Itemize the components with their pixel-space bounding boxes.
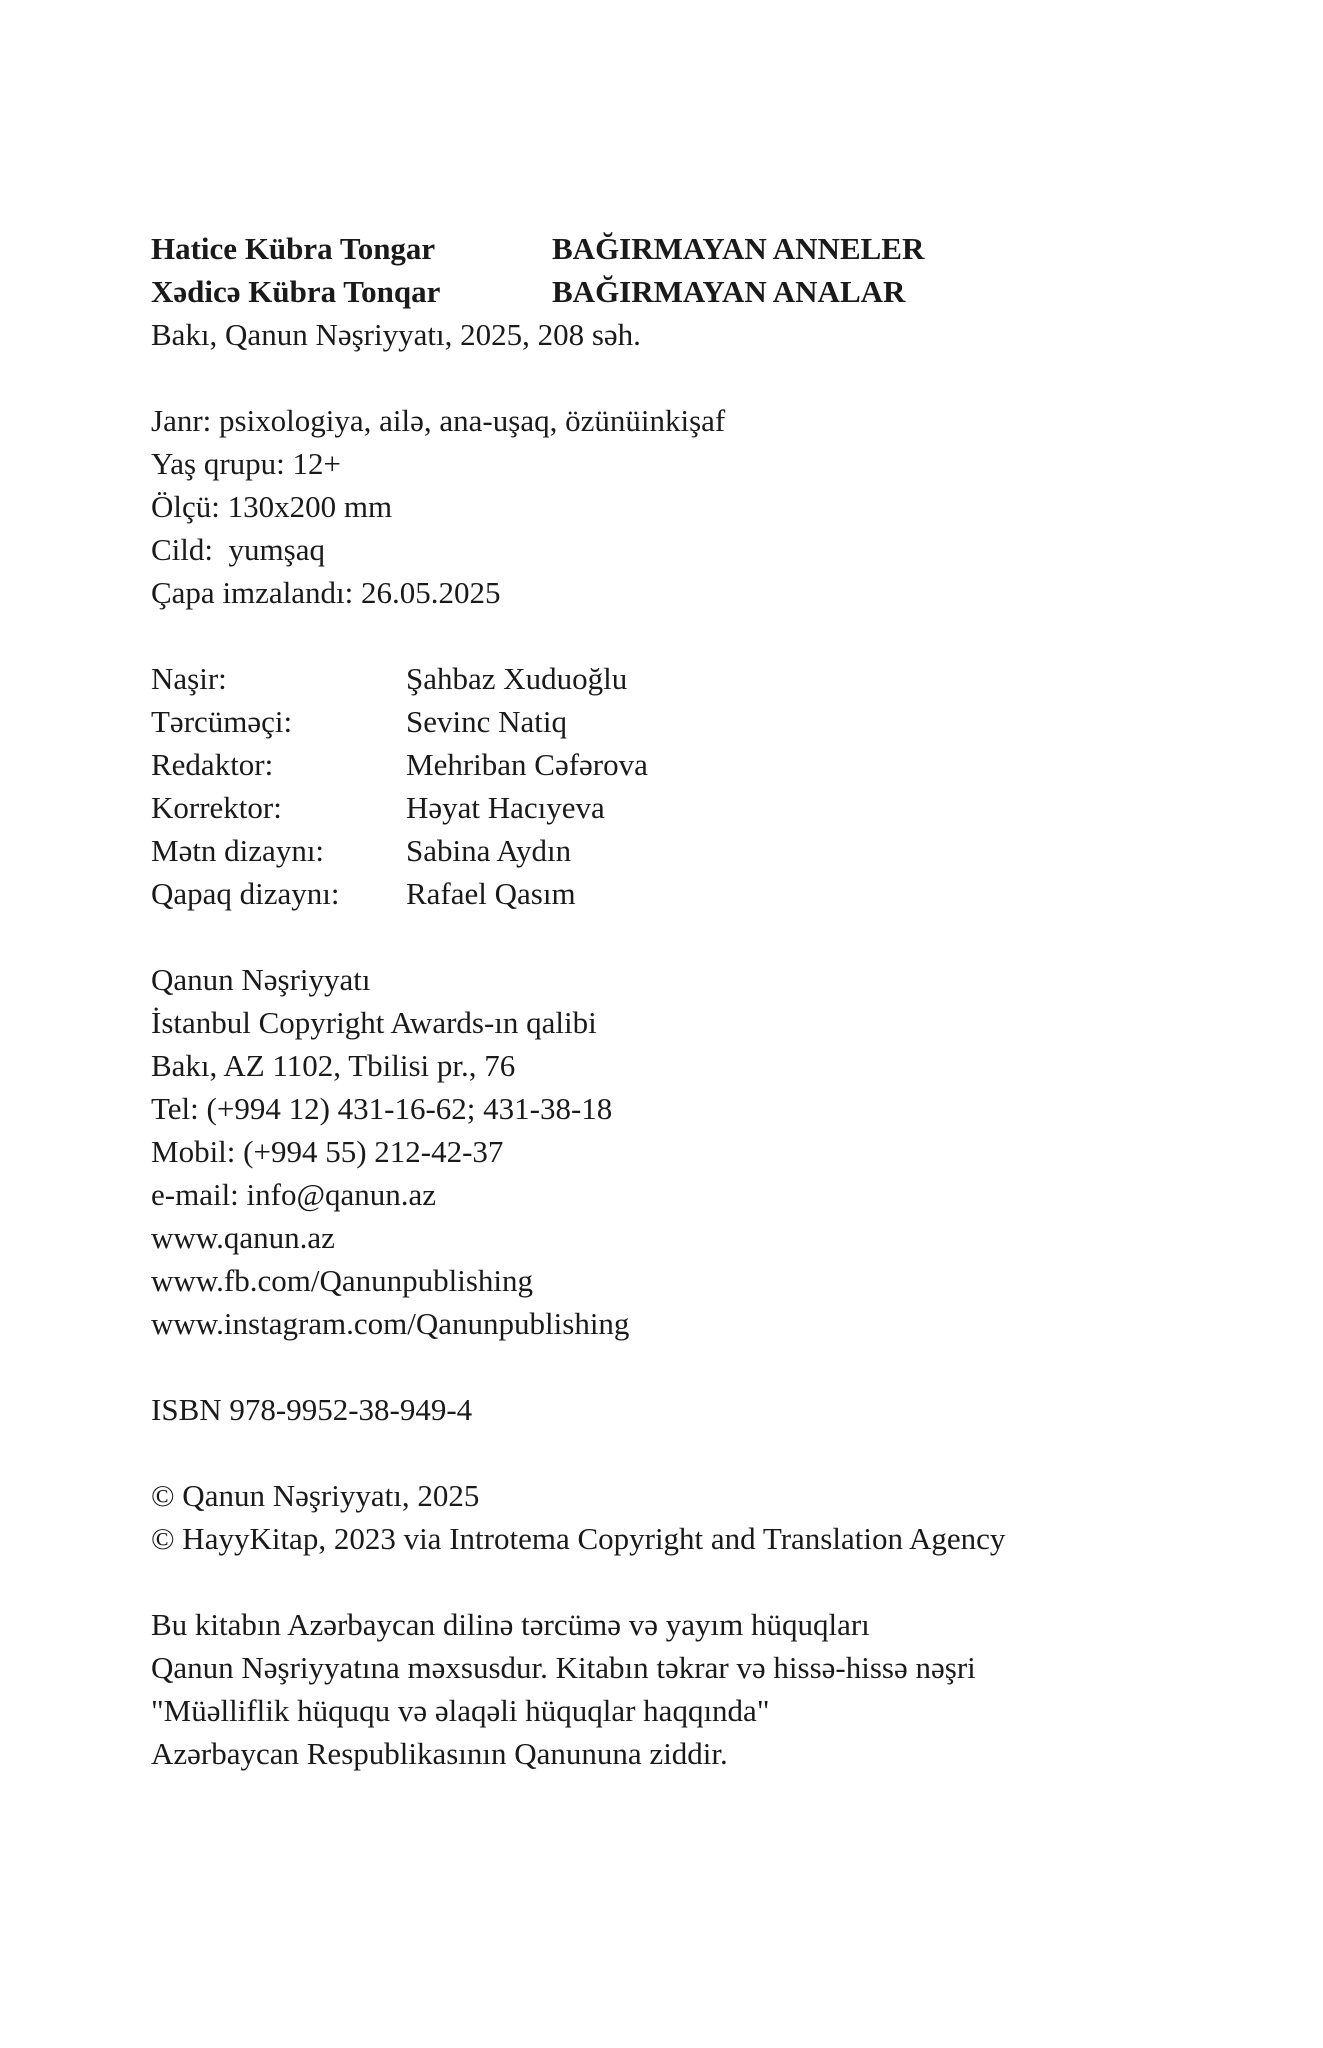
credits-list xyxy=(151,657,1251,915)
publisher-instagram: www.instagram.com/Qanunpublishing xyxy=(151,1306,630,1341)
copyright-notices xyxy=(151,1474,1251,1560)
credit-label: Korrektor: xyxy=(151,790,282,825)
rights-line: Qanun Nəşriyyatına məxsusdur. Kitabın təkrar və hissə-hissə nəşri xyxy=(151,1650,976,1685)
genre-line: Janr: psixologiya, ailə, ana-uşaq, özünüinkişaf xyxy=(151,403,726,438)
print-date-line: Çapa imzalandı: 26.05.2025 xyxy=(151,575,501,610)
credit-value: Sabina Aydın xyxy=(406,833,572,868)
translated-author: Xədicə Kübra Tonqar xyxy=(151,274,441,309)
original-title: BAĞIRMAYAN ANNELER xyxy=(552,231,925,266)
rights-notice xyxy=(151,1603,1251,1775)
rights-line: "Müəlliflik hüququ və əlaqəli hüquqlar haqqında" xyxy=(151,1693,770,1728)
credit-row xyxy=(151,829,1251,872)
publisher-address: Bakı, AZ 1102, Tbilisi pr., 76 xyxy=(151,1048,516,1083)
credit-label: Tərcüməçi: xyxy=(151,704,293,739)
rights-line: Azərbaycan Respublikasının Qanununa ziddir. xyxy=(151,1736,728,1771)
rights-line: Bu kitabın Azərbaycan dilinə tərcümə və yayım hüquqları xyxy=(151,1607,870,1642)
credit-value: Mehriban Cəfərova xyxy=(406,747,648,782)
copyright-page xyxy=(151,227,1251,1775)
credit-row xyxy=(151,700,1251,743)
copyright-line: © Qanun Nəşriyyatı, 2025 xyxy=(151,1478,480,1513)
publisher-facebook: www.fb.com/Qanunpublishing xyxy=(151,1263,534,1298)
spacer xyxy=(151,915,1251,958)
age-group-line: Yaş qrupu: 12+ xyxy=(151,446,342,481)
credit-value: Rafael Qasım xyxy=(406,876,576,911)
original-author: Hatice Kübra Tongar xyxy=(151,231,436,266)
original-title-row xyxy=(151,227,1251,270)
spacer xyxy=(151,1560,1251,1603)
size-line: Ölçü: 130x200 mm xyxy=(151,489,393,524)
publisher-mobile: Mobil: (+994 55) 212-42-37 xyxy=(151,1134,504,1169)
credit-label: Naşir: xyxy=(151,661,227,696)
credit-row xyxy=(151,743,1251,786)
publisher-award: İstanbul Copyright Awards-ın qalibi xyxy=(151,1005,597,1040)
spacer xyxy=(151,1431,1251,1474)
book-details xyxy=(151,399,1251,614)
publication-line: Bakı, Qanun Nəşriyyatı, 2025, 208 səh. xyxy=(151,317,641,352)
copyright-line: © HayyKitap, 2023 via Introtema Copyright and Translation Agency xyxy=(151,1521,1006,1556)
credit-value: Şahbaz Xuduoğlu xyxy=(406,661,628,696)
credit-row xyxy=(151,657,1251,700)
publisher-website: www.qanun.az xyxy=(151,1220,335,1255)
credit-label: Redaktor: xyxy=(151,747,274,782)
translated-title: BAĞIRMAYAN ANALAR xyxy=(552,274,906,309)
publisher-email: e-mail: info@qanun.az xyxy=(151,1177,437,1212)
publisher-info xyxy=(151,958,1251,1345)
credit-row xyxy=(151,872,1251,915)
spacer xyxy=(151,1345,1251,1388)
credit-label: Qapaq dizaynı: xyxy=(151,876,340,911)
publisher-phone: Tel: (+994 12) 431-16-62; 431-38-18 xyxy=(151,1091,613,1126)
spacer xyxy=(151,614,1251,657)
translated-title-row xyxy=(151,270,1251,313)
publisher-name: Qanun Nəşriyyatı xyxy=(151,962,371,997)
credit-label: Mətn dizaynı: xyxy=(151,833,325,868)
credit-row xyxy=(151,786,1251,829)
isbn: ISBN 978-9952-38-949-4 xyxy=(151,1392,473,1427)
binding-line: Cild: yumşaq xyxy=(151,532,325,567)
spacer xyxy=(151,356,1251,399)
credit-value: Sevinc Natiq xyxy=(406,704,567,739)
credit-value: Həyat Hacıyeva xyxy=(406,790,605,825)
